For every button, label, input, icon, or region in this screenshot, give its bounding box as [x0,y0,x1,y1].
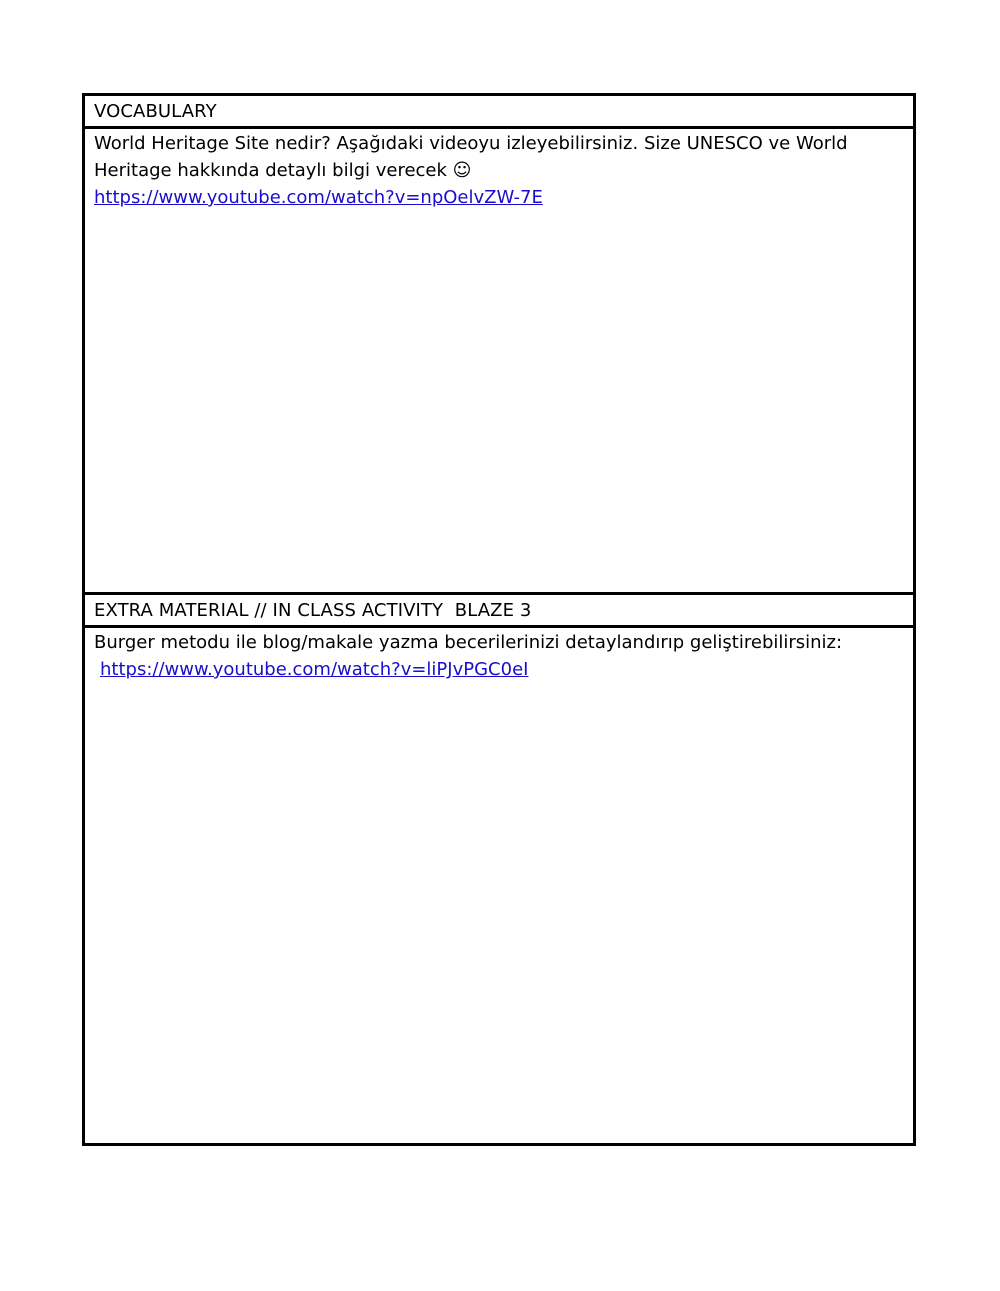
vocabulary-header-row [85,96,913,129]
vocabulary-heading: VOCABULARY [94,100,217,122]
extra-material-content-cell [85,628,913,1143]
extra-material-heading: EXTRA MATERIAL // IN CLASS ACTIVITY BLAZE 3 [94,599,532,621]
vocabulary-description: World Heritage Site nedir? Aşağıdaki videoyu izleyebilirsiniz. Size UNESCO ve World Heritage hakkında detaylı bilgi verecek ☺ [94,133,848,181]
extra-material-header-row [85,595,913,628]
vocabulary-video-link[interactable]: https://www.youtube.com/watch?v=npOelvZW-7E [94,187,543,208]
extra-material-description: Burger metodu ile blog/makale yazma becerilerinizi detaylandırıp geliştirebilirsiniz: [94,632,843,653]
vocabulary-content-cell [85,129,913,595]
extra-material-video-link[interactable]: https://www.youtube.com/watch?v=liPJvPGC0eI [100,659,529,680]
worksheet-table [82,93,916,1146]
